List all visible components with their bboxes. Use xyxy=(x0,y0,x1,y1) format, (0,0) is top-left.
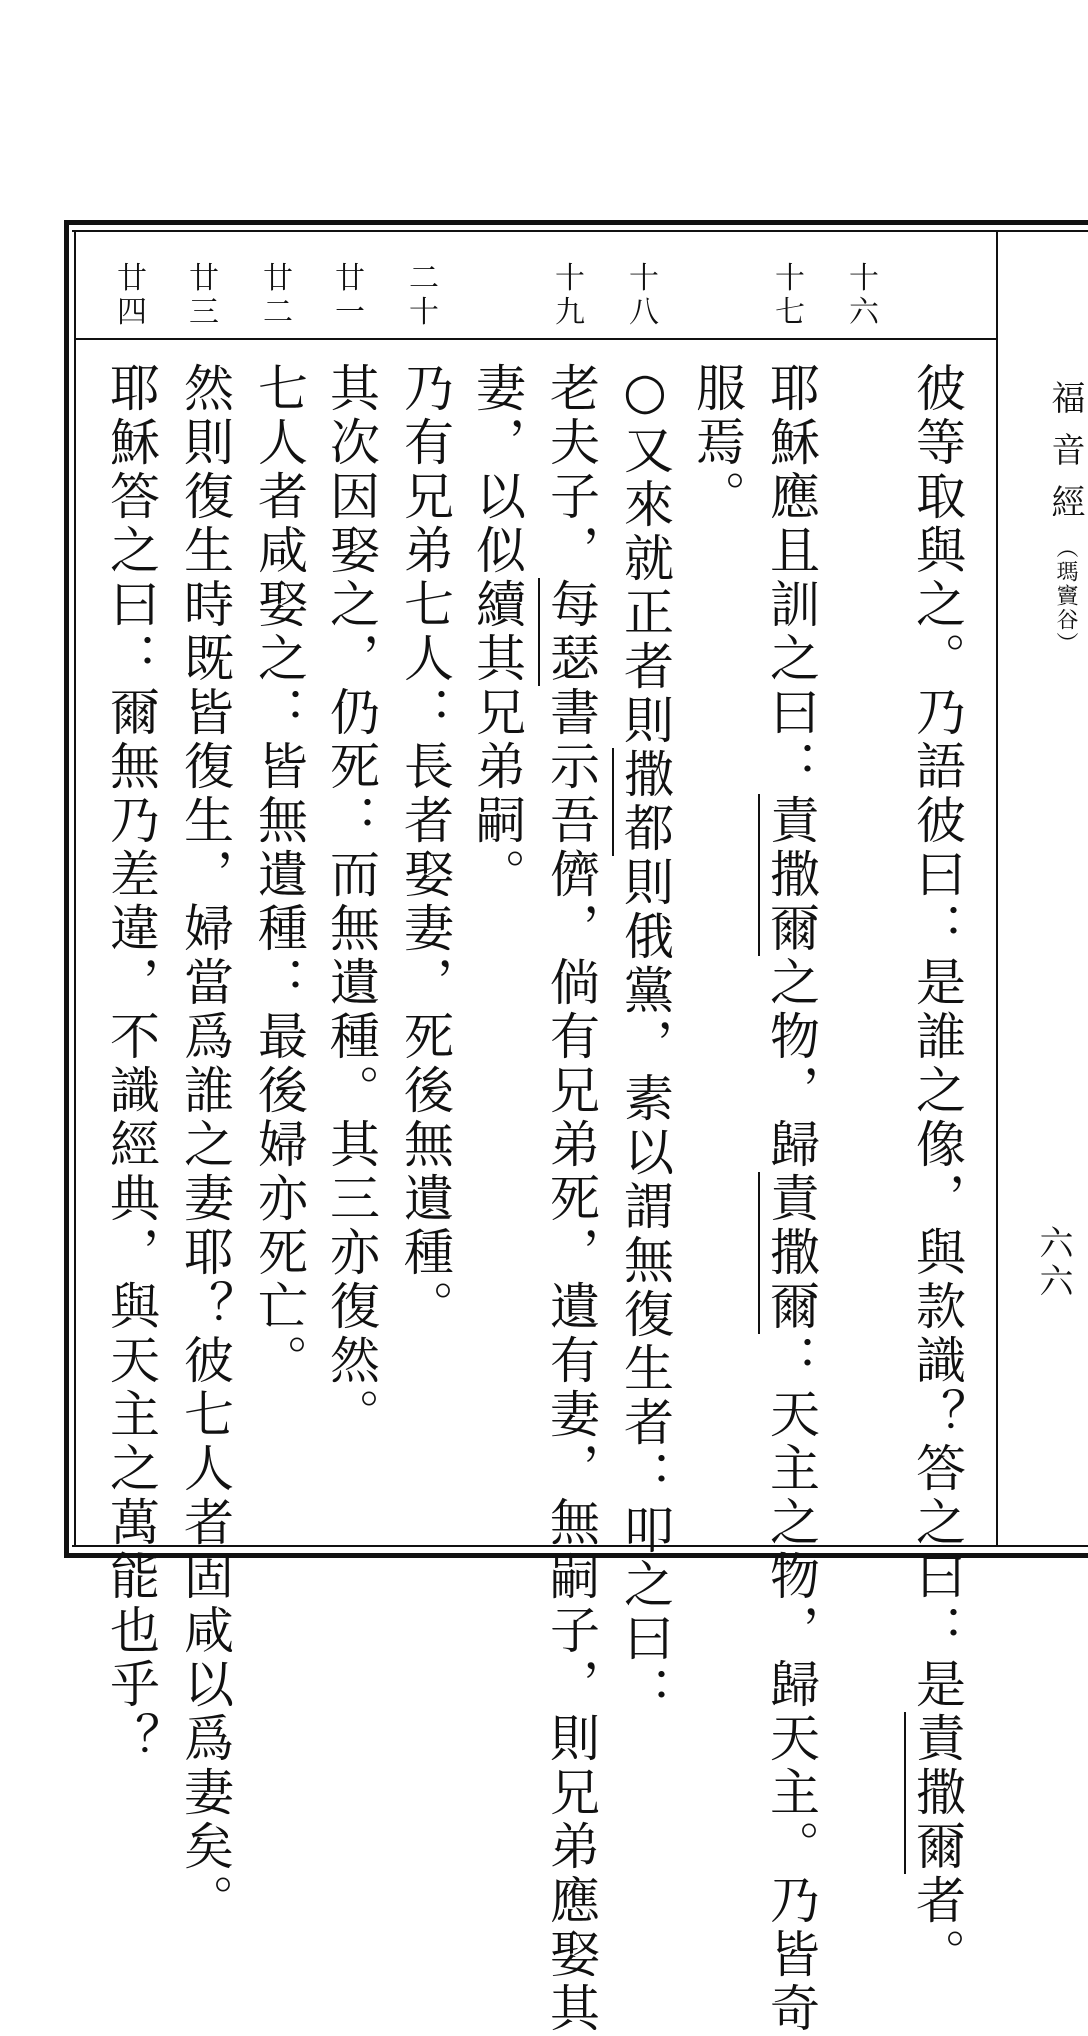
text-run: 乃有兄弟七人：長者娶妻，死後無遺種。 xyxy=(396,362,454,1334)
proper-name-mark: 責撒爾 xyxy=(904,1712,966,1874)
text-run: 者。 xyxy=(908,1874,966,1982)
text-column-4 xyxy=(614,362,676,1720)
verse-number-top: 二 xyxy=(409,261,439,296)
running-head-book-name: 瑪竇谷 xyxy=(1053,560,1078,632)
proper-name-mark: 責撒爾 xyxy=(758,794,820,956)
verse-number-bottom: 一 xyxy=(335,295,365,330)
page-number: 六六 xyxy=(1033,1225,1073,1301)
running-head-book: （瑪竇谷） xyxy=(1053,536,1078,656)
text-column-6 xyxy=(466,362,528,1537)
verse-number-bottom: 二 xyxy=(263,295,293,330)
verse-number-16 xyxy=(836,262,892,332)
text-run: 老夫子， xyxy=(542,362,600,578)
running-head xyxy=(1012,380,1085,656)
text-run: 妻，以似續其兄弟嗣。 xyxy=(468,362,526,902)
proper-name-mark: 撒都 xyxy=(612,748,674,856)
frame-right-rule xyxy=(996,232,998,1545)
verse-number-bottom: 七 xyxy=(775,295,805,330)
verse-number-top: 廿 xyxy=(117,261,147,296)
verse-number-23 xyxy=(176,262,232,332)
frame-left-rule xyxy=(64,220,69,1558)
proper-name-mark: 每瑟 xyxy=(538,578,600,686)
frame-top-inner-rule xyxy=(72,230,1088,232)
text-run: ○又來就正者則 xyxy=(616,362,674,748)
verse-number-top: 十 xyxy=(775,261,805,296)
text-column-3 xyxy=(760,362,822,2036)
verse-number-top: 廿 xyxy=(263,261,293,296)
text-run: 服焉。 xyxy=(688,362,746,524)
verse-number-bottom: 九 xyxy=(555,295,585,330)
text-run: 之物，歸 xyxy=(762,956,820,1172)
proper-name-mark: 責撒爾 xyxy=(758,1172,820,1334)
verse-number-bottom: 六 xyxy=(849,295,879,330)
text-run: 其次因娶之，仍死：而無遺種。其三亦復然。 xyxy=(322,362,380,1442)
verse-number-top: 十 xyxy=(555,261,585,296)
text-run: 耶穌答之曰：爾無乃差違，不識經典，與天主之萬能也乎？ xyxy=(102,362,160,1766)
verse-number-band-rule xyxy=(76,338,996,340)
verse-number-19 xyxy=(542,262,598,332)
text-column-2 xyxy=(686,362,748,1537)
verse-number-bottom: 十 xyxy=(409,295,439,330)
frame-top-rule xyxy=(64,220,1088,225)
text-column-9 xyxy=(248,362,310,1537)
text-column-11 xyxy=(100,362,162,1766)
verse-number-top: 廿 xyxy=(189,261,219,296)
verse-number-bottom: 三 xyxy=(189,295,219,330)
verse-number-21 xyxy=(322,262,378,332)
text-run: 則俄黨，素以謂無復生者：叩之曰： xyxy=(616,856,674,1720)
verse-number-24 xyxy=(104,262,160,332)
text-column-1 xyxy=(906,362,968,1982)
text-column-8 xyxy=(320,362,382,1537)
frame-left-inner-rule xyxy=(74,230,76,1547)
verse-number-18 xyxy=(616,262,672,332)
text-column-5 xyxy=(540,362,602,2036)
verse-number-22 xyxy=(250,262,306,332)
verse-number-bottom: 四 xyxy=(117,295,147,330)
verse-number-17 xyxy=(762,262,818,332)
verse-number-top: 廿 xyxy=(335,261,365,296)
text-run: 七人者咸娶之：皆無遺種：最後婦亦死亡。 xyxy=(250,362,308,1388)
text-run: 然則復生時既皆復生，婦當爲誰之妻耶？彼七人者固咸以爲妻矣。 xyxy=(176,362,234,1928)
running-head-title: 福音經 xyxy=(1045,380,1085,536)
text-column-10 xyxy=(174,362,236,1928)
text-run: 書示吾儕，倘有兄弟死，遺有妻，無嗣子，則兄弟應娶其 xyxy=(542,686,600,2036)
verse-number-top: 十 xyxy=(849,261,879,296)
text-run: ：天主之物，歸天主。乃皆奇 xyxy=(762,1334,820,2036)
text-run: 彼等取與之。乃語彼曰：是誰之像，與款識？答之曰：是 xyxy=(908,362,966,1712)
verse-number-20 xyxy=(396,262,452,332)
text-column-7 xyxy=(394,362,456,1537)
verse-number-top: 十 xyxy=(629,261,659,296)
text-run: 耶穌應且訓之曰： xyxy=(762,362,820,794)
verse-number-bottom: 八 xyxy=(629,295,659,330)
